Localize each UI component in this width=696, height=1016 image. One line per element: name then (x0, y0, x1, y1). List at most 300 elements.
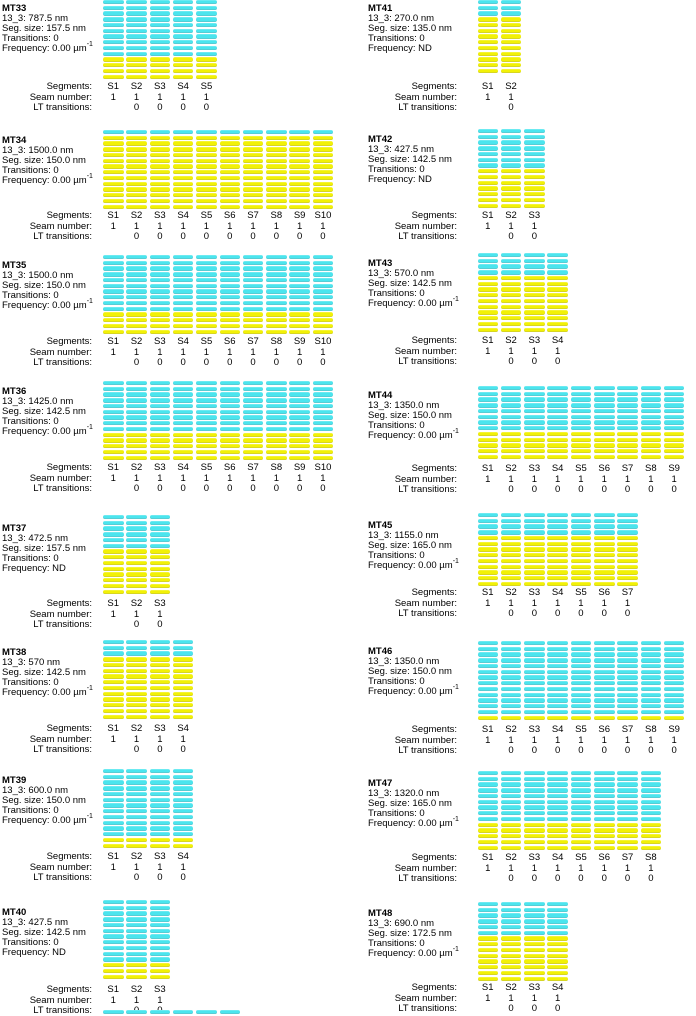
seam-number-value: 1 (531, 597, 537, 609)
segment-label: S4 (177, 210, 189, 221)
segment-column (150, 255, 171, 335)
lattice-bar-cyan (103, 307, 124, 311)
panel-info (2, 648, 93, 698)
lattice-bar-cyan (313, 255, 334, 259)
lattice-bar-cyan (571, 658, 592, 662)
seam-number-value: 1 (133, 994, 140, 1006)
lattice-bar-yellow (524, 582, 545, 586)
seam-number-value: 1 (648, 734, 654, 746)
lattice-bar-yellow (266, 318, 287, 322)
lattice-bar-cyan (571, 397, 592, 401)
frequency-text: Frequency: ND (368, 43, 432, 54)
lattice-bar-cyan (594, 652, 615, 656)
lattice-bar-yellow (289, 456, 310, 460)
lattice-bar-cyan (220, 272, 241, 276)
lattice-bar-yellow (103, 549, 124, 553)
lattice-bar-cyan (524, 811, 545, 815)
lattice-bar-cyan (501, 386, 522, 390)
lt-transition-value: 0 (601, 608, 607, 619)
lattice-bar-yellow (547, 846, 568, 850)
lattice-bar-yellow (571, 576, 592, 580)
lattice-bar-cyan (547, 264, 568, 268)
lattice-bar-cyan (617, 693, 638, 697)
seam-number-value: 1 (180, 861, 186, 873)
lattice-bar-cyan (103, 261, 124, 265)
segment-label: S3 (154, 984, 166, 995)
lattice-bar-yellow (243, 456, 264, 460)
seam_number-row-label: Seam number: (394, 992, 457, 1004)
lattice-bar-cyan (547, 675, 568, 679)
lattice-bar-yellow (196, 63, 217, 67)
lattice-bar-cyan (103, 398, 124, 402)
seam-number-value: 1 (531, 220, 537, 232)
lattice-bar-cyan (196, 23, 217, 27)
lattice-bar-cyan (150, 278, 171, 282)
lattice-bar-cyan (547, 771, 568, 775)
frequency-exponent: -1 (86, 684, 93, 692)
lattice-bar-cyan (196, 295, 217, 299)
lattice-bar-cyan (196, 6, 217, 10)
lattice-bar-cyan (266, 130, 287, 134)
lattice-bar-cyan (126, 23, 147, 27)
lt-transition-value: 0 (555, 745, 561, 756)
lattice-bar-yellow (220, 199, 241, 203)
lattice-bar-yellow (617, 576, 638, 580)
segment-label: S1 (107, 984, 120, 995)
lattice-bar-yellow (150, 75, 171, 79)
lattice-bar-cyan (547, 409, 568, 413)
lattice-bar-cyan (196, 289, 217, 293)
lattice-bar-yellow (150, 330, 171, 334)
panel-info (2, 524, 86, 574)
lattice-bar-yellow (289, 164, 310, 168)
segment-label: S10 (314, 336, 332, 347)
lattice-bar-yellow (641, 834, 662, 838)
lattice-bar-cyan (524, 658, 545, 662)
lattice-bar-cyan (126, 421, 147, 425)
segment-label: S8 (645, 724, 657, 735)
lattice-bar-yellow (524, 455, 545, 459)
lattice-bar-yellow (594, 432, 615, 436)
lattice-bar-yellow (289, 438, 310, 442)
lattice-bar-cyan (196, 46, 217, 50)
lt-transition-value: 0 (320, 231, 326, 242)
lattice-bar-cyan (664, 698, 685, 702)
lattice-bar-cyan (501, 931, 522, 935)
segment-label: S5 (575, 852, 587, 863)
lattice-bar-cyan (150, 387, 171, 391)
lattice-bar-yellow (313, 159, 334, 163)
lattice-bar-yellow (289, 444, 310, 448)
lattice-bar-yellow (173, 438, 194, 442)
segment-column (478, 0, 499, 75)
lattice-bar-cyan (571, 681, 592, 685)
info-type-length: 13_3: 600.0 nm (2, 785, 69, 796)
lattice-bar-yellow (289, 187, 310, 191)
lattice-bar-yellow (524, 547, 545, 551)
lattice-bar-cyan (220, 301, 241, 305)
lattice-bar-cyan (478, 782, 499, 786)
frequency-exponent: -1 (86, 40, 93, 48)
lattice-bar-cyan (150, 532, 171, 536)
lattice-bar-yellow (478, 322, 499, 326)
lattice-bar-yellow (126, 578, 147, 582)
seam-number-value: 1 (227, 220, 233, 232)
lt-transition-value: 0 (157, 357, 163, 368)
lt-transition-value: 0 (624, 873, 631, 884)
lattice-bar-yellow (524, 282, 545, 286)
frequency-exponent: -1 (452, 815, 459, 823)
lt-transition-value: 0 (320, 483, 326, 494)
lattice-bar-cyan (103, 911, 124, 915)
lattice-bar-yellow (150, 176, 171, 180)
lattice-bar-yellow (173, 159, 194, 163)
lattice-bar-yellow (617, 542, 638, 546)
lattice-bar-yellow (126, 444, 147, 448)
lattice-bar-cyan (617, 519, 638, 523)
lattice-bar-cyan (547, 913, 568, 917)
lattice-bar-cyan (478, 513, 499, 517)
segments-row-label: Segments: (411, 587, 457, 598)
lattice-bar-cyan (524, 135, 545, 139)
lt_transitions-row-label: LT transitions: (33, 483, 92, 494)
lattice-bar-cyan (547, 253, 568, 257)
lattice-bar-cyan (103, 832, 124, 836)
lattice-bar-cyan (501, 259, 522, 263)
lattice-bar-yellow (547, 282, 568, 286)
lattice-bar-cyan (266, 295, 287, 299)
lt-transition-value: 0 (508, 356, 514, 367)
lattice-bar-cyan (126, 832, 147, 836)
lattice-bar-cyan (641, 777, 662, 781)
lattice-bar-cyan (478, 800, 499, 804)
lattice-bar-yellow (501, 559, 522, 563)
seam-number-value: 1 (624, 862, 631, 874)
lattice-bar-cyan (126, 307, 147, 311)
lattice-bar-cyan (173, 821, 194, 825)
lattice-bar-yellow (220, 318, 241, 322)
lattice-bar-cyan (478, 925, 499, 929)
lattice-bar-cyan (196, 261, 217, 265)
segment-label: S8 (270, 210, 283, 221)
lattice-bar-cyan (501, 647, 522, 651)
lattice-bar-cyan (220, 130, 241, 134)
lattice-bar-cyan (173, 640, 194, 644)
lattice-bar-yellow (641, 716, 662, 720)
lattice-bar-cyan (103, 775, 124, 779)
frequency-text: Frequency: 0.00 µm (368, 430, 453, 441)
lattice-bar-cyan (571, 409, 592, 413)
lattice-bar-cyan (103, 272, 124, 276)
lattice-bar-cyan (664, 403, 685, 407)
segment-column (243, 381, 264, 461)
lattice-bar-yellow (103, 567, 124, 571)
lattice-bar-cyan (594, 658, 615, 662)
segment-label: S9 (293, 336, 306, 347)
mt-id: MT39 (2, 775, 27, 786)
lattice-bar-cyan (196, 17, 217, 21)
lattice-bar-yellow (313, 147, 334, 151)
seam-number-value: 1 (485, 734, 491, 746)
seam-number-value: 1 (531, 734, 537, 746)
segment-column (524, 513, 545, 588)
lattice-bar-cyan (524, 641, 545, 645)
lattice-bar-cyan (478, 420, 499, 424)
lattice-bar-cyan (126, 387, 147, 391)
lattice-bar-cyan (150, 544, 171, 548)
lattice-bar-cyan (594, 681, 615, 685)
lattice-bar-yellow (617, 565, 638, 569)
lattice-bar-cyan (196, 266, 217, 270)
lattice-bar-yellow (220, 205, 241, 209)
lattice-bar-yellow (126, 330, 147, 334)
lattice-bar-yellow (126, 182, 147, 186)
lattice-bar-cyan (126, 521, 147, 525)
lattice-bar-yellow (501, 942, 522, 946)
segment-label: S3 (528, 587, 541, 598)
seam_number-row-label: Seam number: (29, 733, 92, 745)
segment-column (617, 513, 638, 588)
info-seg-size: Seg. size: 165.0 nm (368, 540, 452, 551)
lattice-bar-yellow (289, 199, 310, 203)
lattice-bar-yellow (150, 567, 171, 571)
lattice-bar-cyan (478, 158, 499, 162)
lattice-bar-cyan (478, 392, 499, 396)
lattice-bar-yellow (501, 287, 522, 291)
segment-label: S6 (598, 587, 611, 598)
info-frequency (2, 948, 86, 958)
lattice-bar-cyan (478, 675, 499, 679)
segment-column (571, 641, 592, 721)
lattice-bar-cyan (641, 675, 662, 679)
lattice-bar-cyan (173, 284, 194, 288)
segment-label: S4 (177, 851, 189, 862)
lattice-bar-cyan (220, 387, 241, 391)
lattice-bar-yellow (501, 547, 522, 551)
lattice-bar-yellow (313, 182, 334, 186)
lattice-bar-yellow (547, 449, 568, 453)
segment-label: S2 (130, 210, 143, 221)
lattice-bar-cyan (173, 0, 194, 4)
lattice-bar-yellow (173, 69, 194, 73)
segments-row-label: Segments: (46, 851, 92, 862)
lattice-bar-yellow (524, 965, 545, 969)
lattice-bar-yellow (501, 192, 522, 196)
lattice-bar-cyan (571, 777, 592, 781)
mt-id: MT47 (368, 778, 393, 789)
lattice-bar-cyan (266, 272, 287, 276)
lattice-bar-cyan (150, 23, 171, 27)
lattice-bar-cyan (126, 544, 147, 548)
lattice-bar-yellow (571, 432, 592, 436)
lattice-bar-yellow (150, 657, 171, 661)
lattice-bar-yellow (478, 169, 499, 173)
panel-info (2, 4, 93, 54)
lattice-bar-cyan (126, 404, 147, 408)
lattice-bar-yellow (594, 823, 615, 827)
lattice-bar-yellow (196, 69, 217, 73)
lattice-bar-cyan (266, 255, 287, 259)
mt-id: MT45 (368, 520, 393, 531)
lattice-bar-cyan (501, 687, 522, 691)
lattice-bar-yellow (220, 312, 241, 316)
seam-number-value: 1 (508, 862, 514, 874)
info-seg-size: Seg. size: 150.0 nm (368, 410, 452, 421)
segment-label: S2 (505, 463, 517, 474)
lattice-bar-cyan (103, 646, 124, 650)
lattice-bar-yellow (266, 444, 287, 448)
lattice-bar-cyan (501, 771, 522, 775)
lattice-bar-cyan (103, 284, 124, 288)
lattice-bar-cyan (501, 415, 522, 419)
lattice-bar-cyan (220, 404, 241, 408)
seam-number-value: 1 (203, 91, 210, 103)
lattice-bar-cyan (664, 641, 685, 645)
lattice-bar-yellow (173, 193, 194, 197)
lattice-bar-cyan (664, 652, 685, 656)
lattice-bar-yellow (524, 959, 545, 963)
segment-label: S3 (528, 724, 541, 735)
lattice-bar-cyan (478, 805, 499, 809)
lattice-bar-yellow (173, 312, 194, 316)
lattice-bar-cyan (617, 800, 638, 804)
lattice-bar-cyan (501, 420, 522, 424)
lattice-bar-yellow (478, 823, 499, 827)
segment-column (150, 130, 171, 210)
lattice-bar-cyan (196, 398, 217, 402)
lattice-bar-yellow (150, 456, 171, 460)
lattice-bar-cyan (571, 704, 592, 708)
lattice-bar-cyan (173, 798, 194, 802)
lattice-bar-cyan (313, 266, 334, 270)
lattice-bar-cyan (501, 270, 522, 274)
segment-column (547, 641, 568, 721)
lattice-bar-cyan (243, 427, 264, 431)
lattice-bar-cyan (150, 40, 171, 44)
panel-info (368, 647, 459, 697)
seam-number-value: 1 (110, 91, 116, 103)
lt-transition-value: 0 (508, 484, 514, 495)
lt-transition-value: 0 (531, 1003, 537, 1014)
lattice-bar-yellow (173, 141, 194, 145)
segment-column (547, 386, 568, 461)
frequency-text: Frequency: 0.00 µm (368, 298, 453, 309)
lattice-bar-yellow (617, 443, 638, 447)
lattice-bar-yellow (150, 669, 171, 673)
lattice-bar-cyan (547, 925, 568, 929)
lattice-bar-yellow (126, 567, 147, 571)
lattice-bar-cyan (173, 786, 194, 790)
lattice-bar-yellow (150, 69, 171, 73)
seam-number-value: 1 (624, 734, 631, 746)
lattice-bar-cyan (641, 386, 662, 390)
lattice-bar-yellow (103, 182, 124, 186)
segment-label: S5 (200, 81, 213, 92)
lattice-bar-cyan (524, 919, 545, 923)
lattice-bar-cyan (196, 29, 217, 33)
lattice-bar-yellow (196, 433, 217, 437)
lattice-bar-yellow (547, 305, 568, 309)
lt-transition-value: 0 (648, 745, 654, 756)
lattice-bar-cyan (617, 392, 638, 396)
lattice-bar-cyan (501, 513, 522, 517)
lattice-bar-yellow (313, 456, 334, 460)
lattice-bar-yellow (103, 444, 124, 448)
lattice-bar-cyan (478, 902, 499, 906)
lattice-bar-cyan (617, 530, 638, 534)
lattice-bar-yellow (571, 582, 592, 586)
lattice-bar-cyan (617, 698, 638, 702)
lattice-bar-cyan (641, 698, 662, 702)
lattice-bar-cyan (641, 403, 662, 407)
segment-column (126, 640, 147, 720)
seam-number-value: 1 (157, 346, 163, 358)
lattice-bar-cyan (103, 295, 124, 299)
info-transitions: Transitions: 0 (368, 420, 425, 431)
segment-label: S2 (130, 851, 143, 862)
lattice-bar-yellow (524, 305, 545, 309)
lattice-bar-yellow (617, 823, 638, 827)
lattice-bar-cyan (173, 52, 194, 56)
lattice-bar-yellow (266, 205, 287, 209)
lattice-bar-yellow (103, 584, 124, 588)
segments-row-label: Segments: (46, 598, 92, 609)
seam_number-row-label: Seam number: (29, 861, 92, 873)
seam-number-value: 1 (203, 220, 210, 232)
lt-transition-value: 0 (227, 357, 233, 368)
lattice-bar-yellow (196, 444, 217, 448)
lattice-bar-cyan (594, 519, 615, 523)
lattice-bar-yellow (501, 834, 522, 838)
segment-column (501, 641, 522, 721)
lattice-bar-cyan (313, 295, 334, 299)
seam-number-value: 1 (555, 734, 561, 746)
frequency-text: Frequency: 0.00 µm (368, 948, 453, 959)
lattice-bar-yellow (547, 965, 568, 969)
info-transitions: Transitions: 0 (368, 808, 425, 819)
lattice-bar-yellow (150, 686, 171, 690)
seam-number-value: 1 (110, 608, 116, 620)
lattice-bar-cyan (173, 130, 194, 134)
lattice-bar-cyan (313, 410, 334, 414)
segment-column (173, 381, 194, 461)
lattice-bar-yellow (478, 310, 499, 314)
lattice-bar-cyan (126, 17, 147, 21)
lattice-bar-cyan (524, 670, 545, 674)
lattice-bar-cyan (478, 777, 499, 781)
lattice-bar-yellow (289, 136, 310, 140)
segment-column (243, 255, 264, 335)
lattice-bar-cyan (664, 658, 685, 662)
lattice-bar-yellow (478, 282, 499, 286)
lattice-bar-yellow (478, 69, 499, 73)
lattice-bar-cyan (524, 420, 545, 424)
lattice-bar-cyan (617, 403, 638, 407)
panel-info (368, 909, 459, 959)
info-transitions: Transitions: 0 (368, 676, 425, 687)
seam_number-row-label: Seam number: (394, 597, 457, 609)
segment-column (289, 130, 310, 210)
lattice-bar-yellow (524, 432, 545, 436)
lattice-bar-cyan (173, 29, 194, 33)
lattice-bar-yellow (196, 147, 217, 151)
lattice-bar-yellow (103, 555, 124, 559)
lattice-bar-cyan (524, 140, 545, 144)
lt-transition-value: 0 (578, 873, 584, 884)
lt-transition-value: 0 (578, 484, 584, 495)
lattice-bar-cyan (266, 301, 287, 305)
seam-number-value: 1 (555, 345, 561, 357)
